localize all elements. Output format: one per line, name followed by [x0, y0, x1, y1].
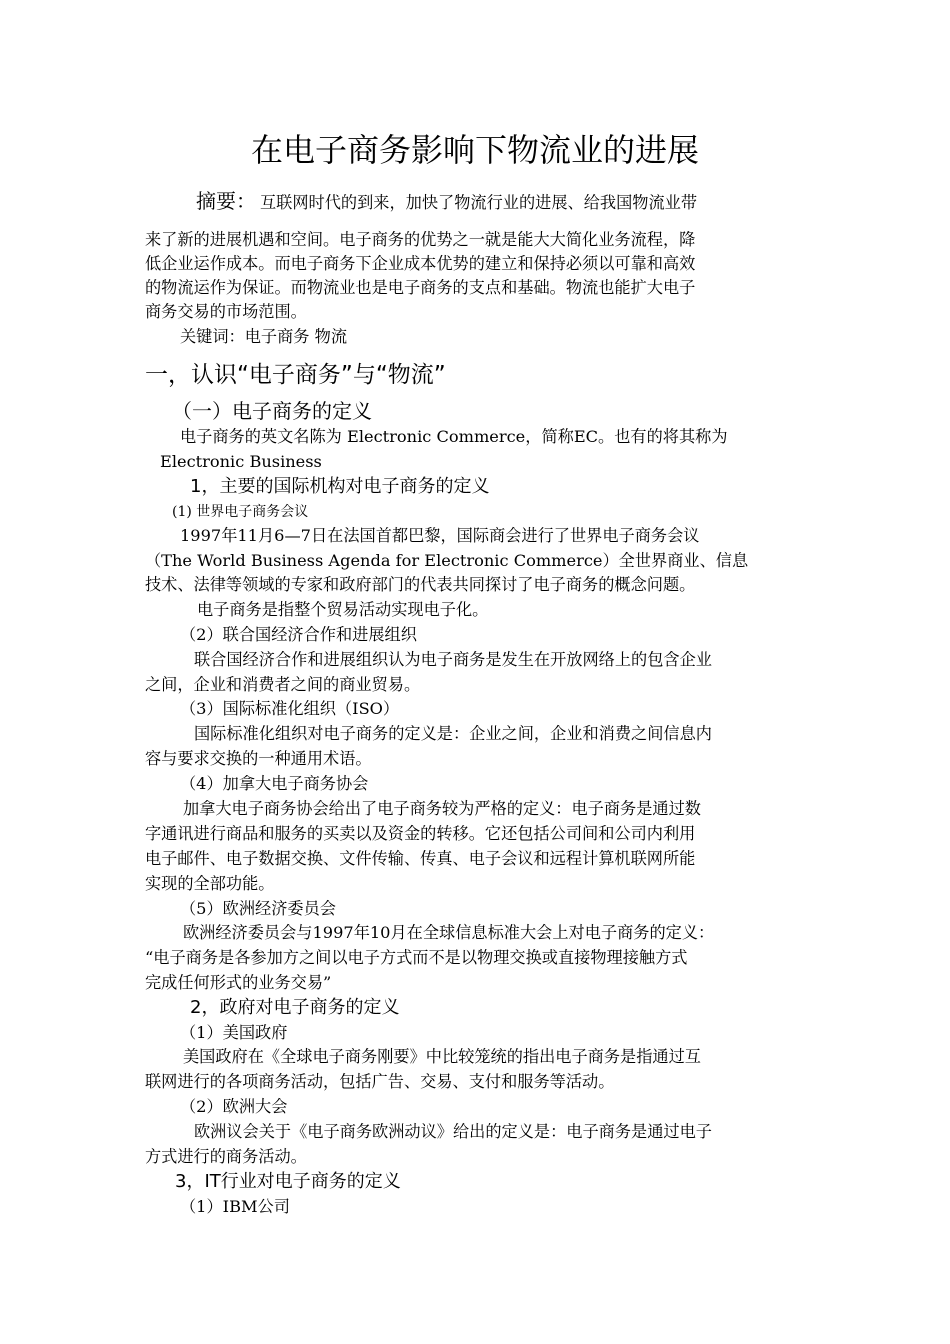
keywords: 关键词：电子商务 物流	[180, 327, 348, 346]
paragraph-line: （The World Business Agenda for Electronic Commerce）全世界商业、信息	[145, 551, 749, 570]
abstract-line: 互联网时代的到来，加快了物流行业的进展、给我国物流业带	[260, 193, 698, 212]
item-label: (1) 世界电子商务会议	[172, 504, 309, 520]
abstract-label: 摘要：	[196, 189, 256, 213]
item-label: （1）美国政府	[180, 1023, 288, 1042]
paragraph-line: 电子邮件、电子数据交换、文件传输、传真、电子会议和远程计算机联网所能	[145, 849, 696, 868]
paragraph-line: 国际标准化组织对电子商务的定义是：企业之间，企业和消费之间信息内	[194, 724, 712, 743]
paragraph-line: 字通讯进行商品和服务的买卖以及资金的转移。它还包括公司间和公司内利用	[145, 824, 696, 843]
paragraph-line: Electronic Business	[160, 452, 322, 471]
paragraph-line: 联合国经济合作和进展组织认为电子商务是发生在开放网络上的包含企业	[194, 650, 712, 669]
item-label: （3）国际标准化组织（ISO）	[180, 699, 400, 718]
abstract-first-line	[196, 187, 697, 217]
paragraph-line: 实现的全部功能。	[145, 874, 275, 893]
paragraph-line: 之间，企业和消费者之间的商业贸易。	[145, 675, 421, 694]
paragraph-line: 电子商务的英文名陈为 Electronic Commerce，简称EC。也有的将其称为	[180, 427, 728, 446]
paragraph-line: 加拿大电子商务协会给出了电子商务较为严格的定义：电子商务是通过数	[183, 799, 701, 818]
item-label: （2）联合国经济合作和进展组织	[180, 625, 417, 644]
part-heading: 1，主要的国际机构对电子商务的定义	[190, 476, 490, 497]
item-label: （1）IBM公司	[180, 1197, 290, 1216]
paragraph-line: “电子商务是各参加方之间以电子方式而不是以物理交换或直接物理接触方式	[145, 948, 688, 967]
abstract-line: 商务交易的市场范围。	[145, 302, 307, 321]
abstract-line: 的物流运作为保证。而物流业也是电子商务的支点和基础。物流也能扩大电子	[145, 278, 696, 297]
item-label: （5）欧洲经济委员会	[180, 899, 336, 918]
paragraph-line: 电子商务是指整个贸易活动实现电子化。	[197, 600, 489, 619]
part-heading: 2，政府对电子商务的定义	[190, 997, 400, 1018]
part-heading: 3，IT行业对电子商务的定义	[175, 1171, 401, 1192]
paragraph-line: 联网进行的各项商务活动，包括广告、交易、支付和服务等活动。	[145, 1072, 615, 1091]
section-heading: 一，认识“电子商务”与“物流”	[145, 362, 446, 388]
paragraph-line: 完成任何形式的业务交易”	[145, 973, 332, 992]
abstract-line: 来了新的进展机遇和空间。电子商务的优势之一就是能大大简化业务流程，降	[145, 230, 696, 249]
paragraph-line: 容与要求交换的一种通用术语。	[145, 749, 372, 768]
paragraph-line: 技术、法律等领域的专家和政府部门的代表共同探讨了电子商务的概念问题。	[145, 575, 696, 594]
item-label: （4）加拿大电子商务协会	[180, 774, 369, 793]
paragraph-line: 1997年11月6—7日在法国首都巴黎，国际商会进行了世界电子商务会议	[180, 526, 700, 545]
paragraph-line: 美国政府在《全球电子商务刚要》中比较笼统的指出电子商务是指通过互	[183, 1047, 701, 1066]
paragraph-line: 欧洲经济委员会与1997年10月在全球信息标准大会上对电子商务的定义：	[183, 923, 715, 942]
abstract-line: 低企业运作成本。而电子商务下企业成本优势的建立和保持必须以可靠和高效	[145, 254, 696, 273]
subsection-heading: （一）电子商务的定义	[172, 399, 372, 423]
item-label: （2）欧洲大会	[180, 1097, 288, 1116]
document-title: 在电子商务影响下物流业的进展	[250, 131, 699, 169]
paragraph-line: 欧洲议会关于《电子商务欧洲动议》给出的定义是：电子商务是通过电子	[194, 1122, 712, 1141]
paragraph-line: 方式进行的商务活动。	[145, 1147, 307, 1166]
